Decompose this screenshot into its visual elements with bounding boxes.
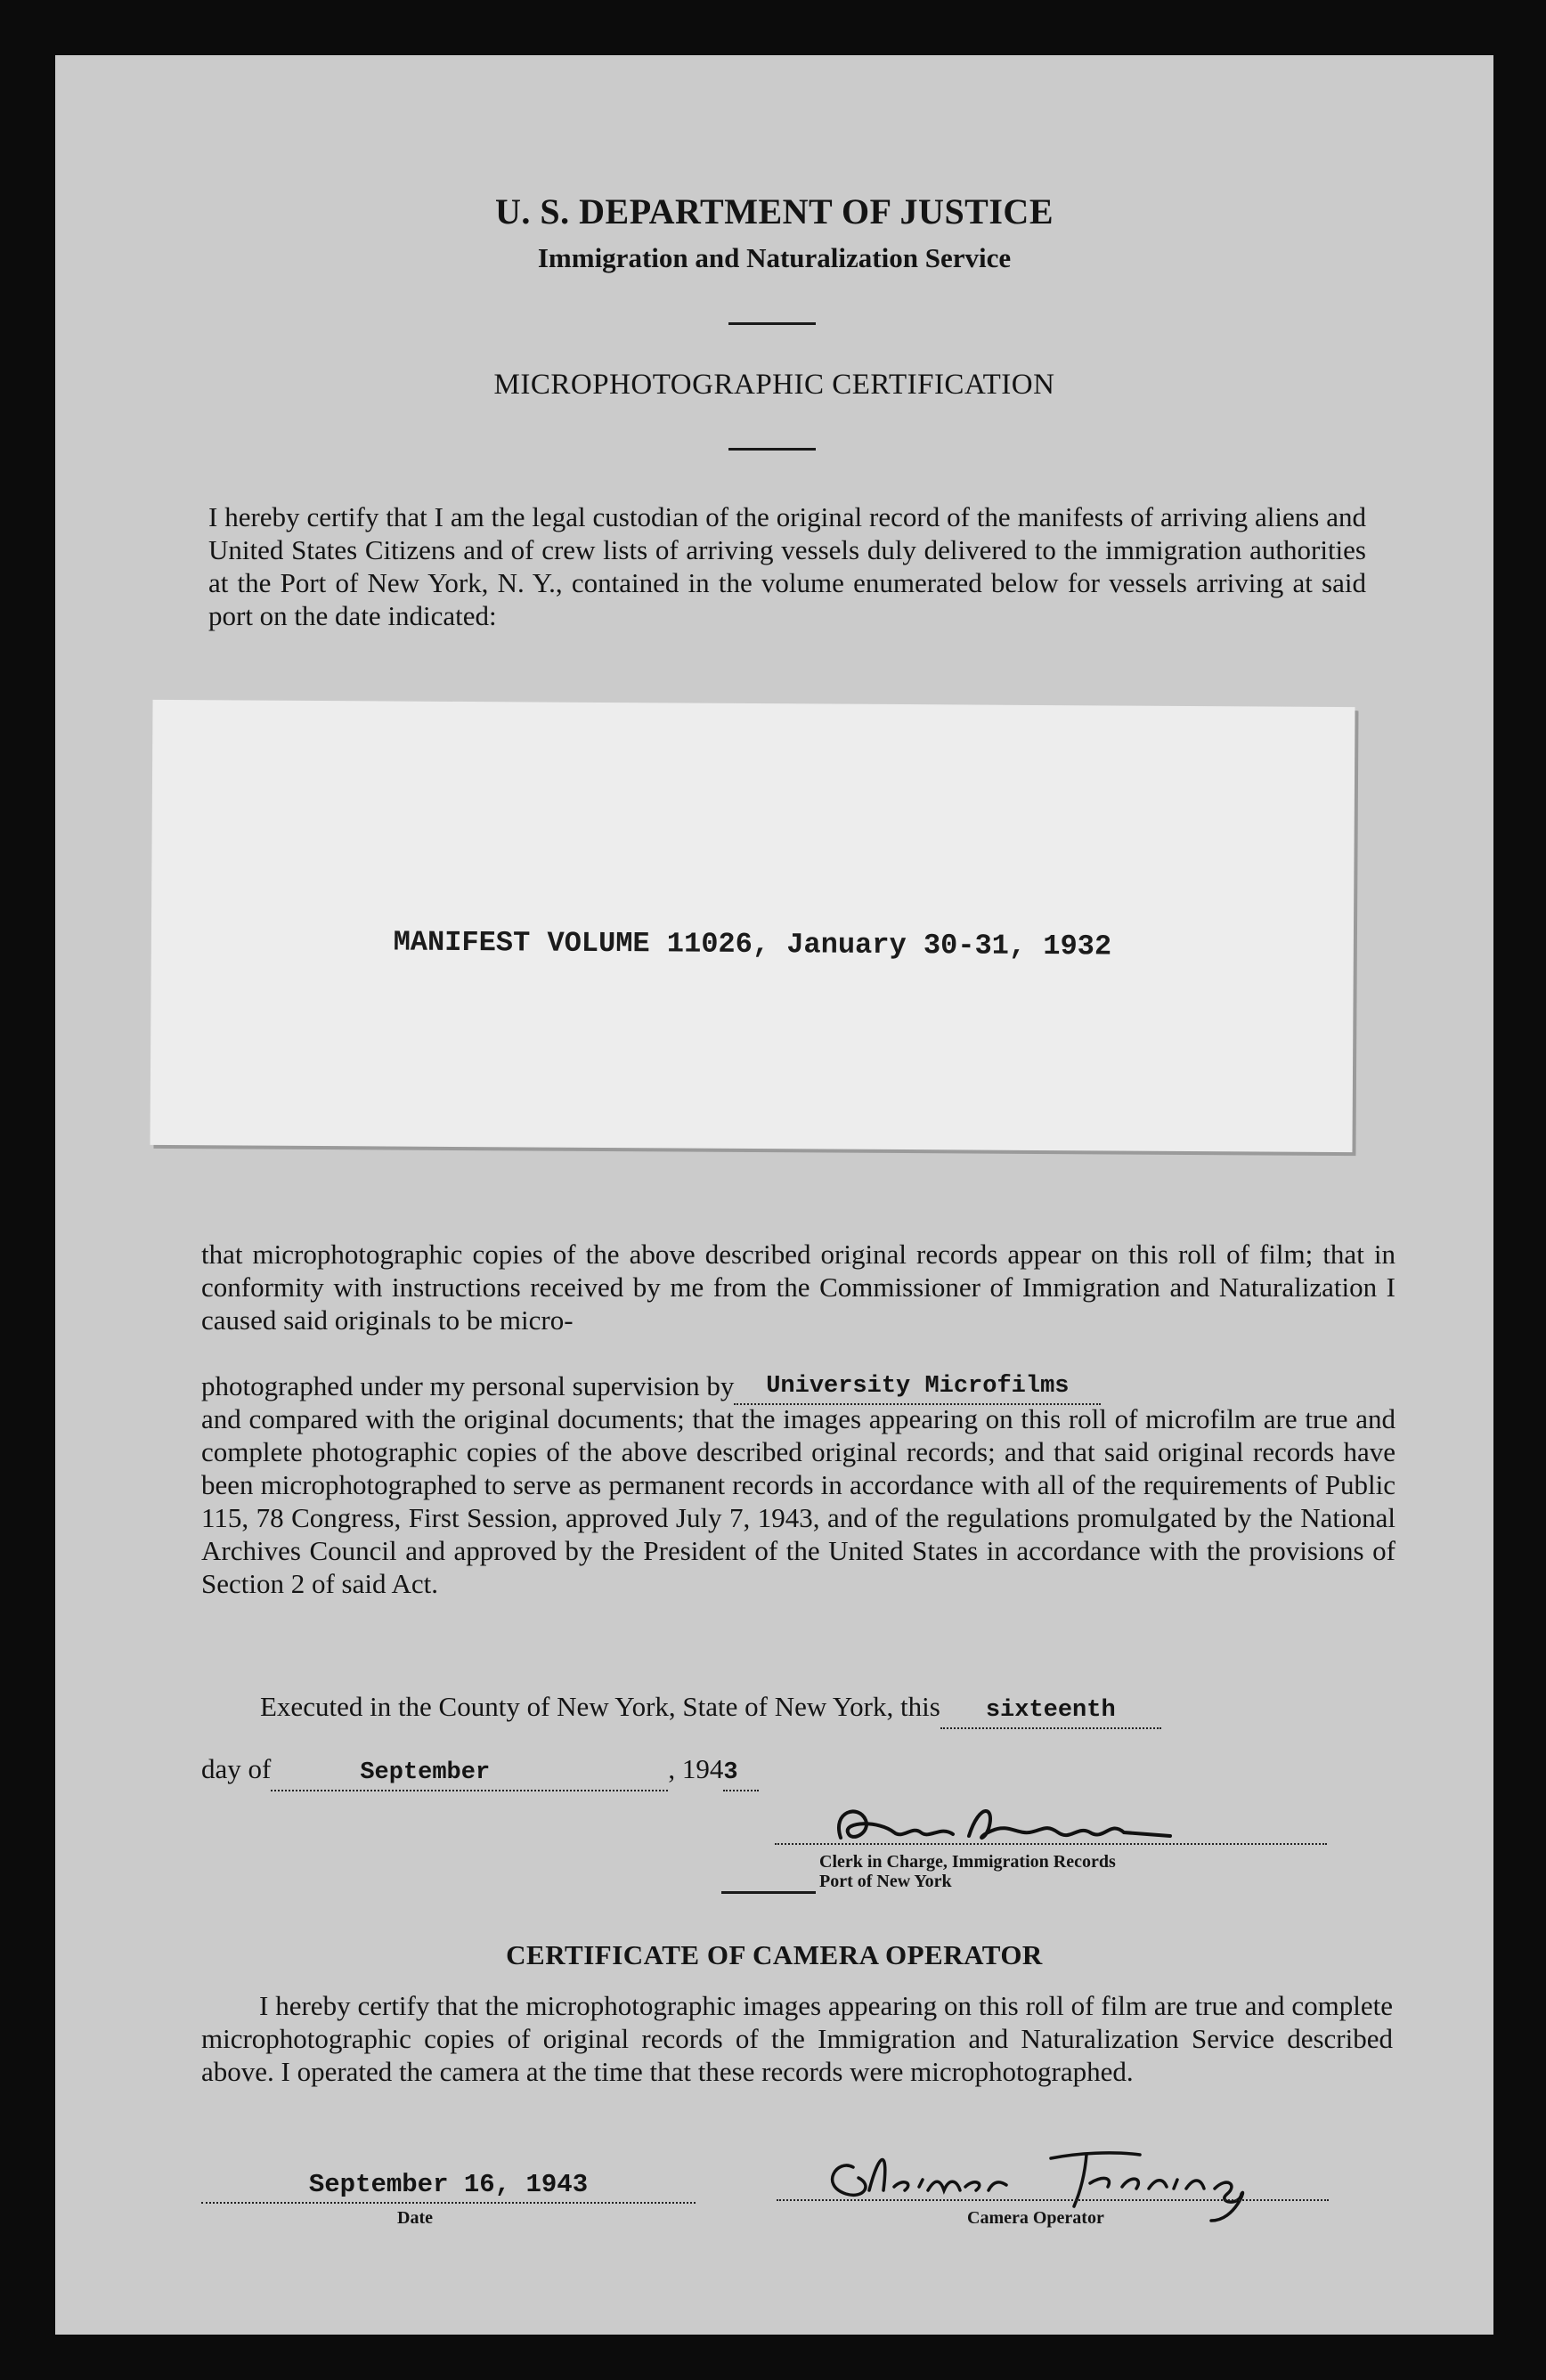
- body-paragraph-1: that microphotographic copies of the above described original records appear on this roll of film; that in conformity with instructions received by me from the Commissioner of Immigration and Naturalization I caused said originals to be micro-: [201, 1239, 1395, 1336]
- service-subheading: Immigration and Naturalization Service: [537, 242, 1012, 273]
- heading-divider: [728, 322, 816, 325]
- manifest-volume-label: MANIFEST VOLUME 11026, January 30-31, 1932: [393, 925, 1112, 963]
- camera-operator-paragraph: I hereby certify that the microphotographic images appearing on this roll of film are true and complete microphotographic copies of original records of the Immigration and Naturalization Service described above. I operated the camera at the time that these records were microphotographed.: [201, 1990, 1393, 2087]
- clerk-title-line2: Port of New York: [819, 1872, 952, 1891]
- clerk-signature-line: [775, 1843, 1327, 1845]
- supervision-prefix: photographed under my personal supervision by: [201, 1370, 735, 1401]
- month-value: September: [360, 1759, 491, 1786]
- operator-date-value: September 16, 1943: [308, 2170, 589, 2199]
- executed-line: [260, 1690, 1161, 1729]
- clerk-title: [819, 1852, 1116, 1891]
- date-label: Date: [397, 2208, 433, 2228]
- supervision-value: University Microfilms: [766, 1373, 1070, 1400]
- body-paragraph-2: and compared with the original documents; that the images appearing on this roll of microfilm are true and complete photographic copies of the above described original records; and that said original records have been microphotographed to serve as permanent records in accordance with all of the requirements of Public 115, 78 Congress, First Session, approved July 7, 1943, and of the regulations promulgated by the National Archives Council and approved by the President of the United States in accordance with the provisions of Section 2 of said Act.: [201, 1403, 1395, 1599]
- day-of-label: day of: [201, 1753, 272, 1784]
- executed-day-value: sixteenth: [985, 1697, 1116, 1724]
- month-blank: [271, 1752, 668, 1791]
- clerk-title-line1: Clerk in Charge, Immigration Records: [819, 1852, 1116, 1872]
- section-divider: [721, 1891, 816, 1894]
- year-prefix: , 194: [668, 1753, 724, 1784]
- title-divider: [728, 448, 816, 451]
- date-line: [201, 1752, 759, 1791]
- manifest-label-card: [150, 700, 1355, 1152]
- executed-day-blank: [940, 1690, 1161, 1729]
- operator-date-blank: [201, 2170, 696, 2204]
- department-heading: U. S. DEPARTMENT OF JUSTICE: [495, 191, 1054, 232]
- camera-operator-label: Camera Operator: [967, 2208, 1104, 2228]
- supervision-blank: [734, 1366, 1101, 1405]
- certificate-page: [55, 55, 1493, 2335]
- year-digit: 3: [723, 1757, 759, 1791]
- camera-operator-title: CERTIFICATE OF CAMERA OPERATOR: [506, 1939, 1043, 1970]
- intro-paragraph: I hereby certify that I am the legal custodian of the original record of the manifests of arriving aliens and United States Citizens and of crew lists of arriving vessels duly delivered to the immigration authorities at the Port of New York, N. Y., contained in the volume enumerated below for vessels arriving at said port on the date indicated:: [208, 501, 1366, 631]
- operator-signature-line: [777, 2199, 1329, 2201]
- clerk-signature-graphic: [778, 1793, 1224, 1856]
- executed-prefix: Executed in the County of New York, State of New York, this: [260, 1691, 940, 1722]
- certification-title: MICROPHOTOGRAPHIC CERTIFICATION: [493, 369, 1055, 401]
- clerk-signature: [778, 1793, 1224, 1856]
